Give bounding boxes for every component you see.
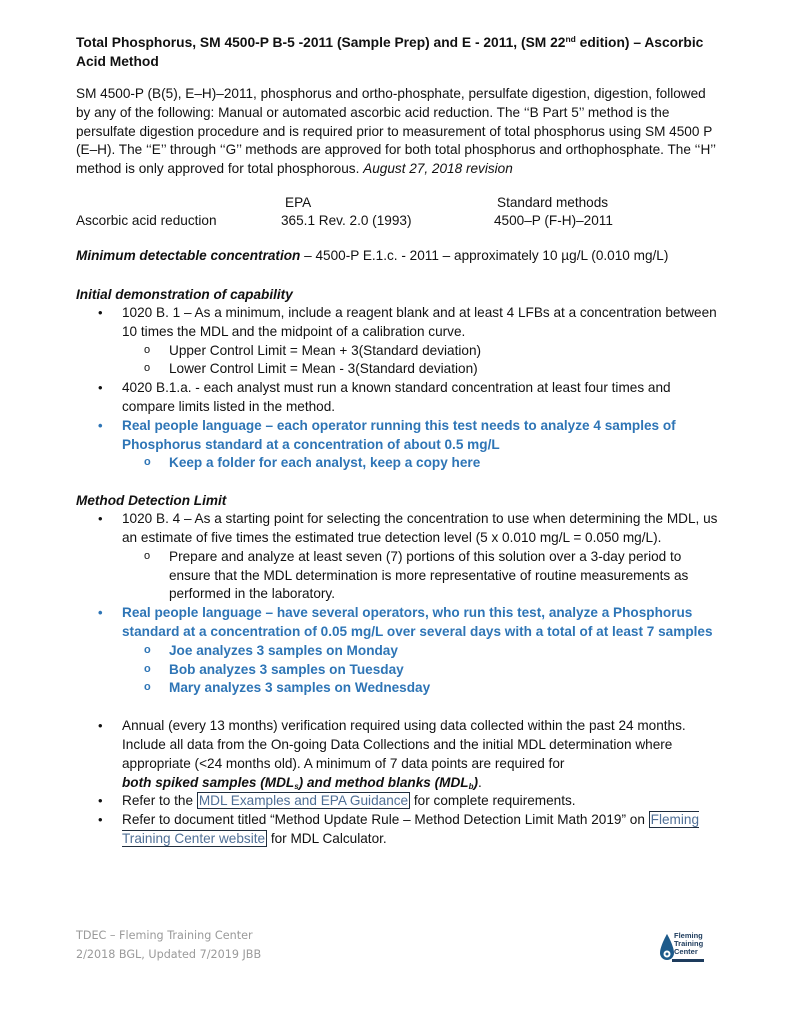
header-epa: EPA [285, 194, 312, 210]
row-epa-value: 365.1 Rev. 2.0 (1993) [281, 212, 412, 228]
fleming-logo: Fleming Training Center [660, 932, 708, 966]
list-item-highlight: • Real people language – each operator running this test needs to analyze 4 samples of Phosphorus standard at a concentration of about 0.5 mg/L o Keep a folder for each analyst, keep a copy here [76, 417, 721, 473]
list-item-highlight: o Keep a folder for each analyst, keep a copy here [76, 454, 721, 473]
document-page [76, 33, 721, 849]
page-footer [76, 926, 261, 964]
water-drop-icon [660, 934, 674, 962]
idc-heading: Initial demonstration of capability [76, 286, 293, 302]
row-sm-value: 4500–P (F-H)–2011 [494, 212, 613, 228]
document-title: Total Phosphorus, SM 4500-P B-5 -2011 (Sample Prep) and E - 2011, (SM 22nd edition) – Ascorbic Acid Method [76, 34, 704, 69]
mdl-list [76, 510, 721, 698]
list-item-highlight: o Joe analyzes 3 samples on Monday [76, 642, 721, 661]
list-item: • 4020 B.1.a. - each analyst must run a known standard concentration at least four times and compare limits listed in the method. [76, 379, 721, 417]
revision-date: August 27, 2018 revision [363, 161, 513, 177]
list-item: o Prepare and analyze at least seven (7) portions of this solution over a 3-day period to ensure that the MDL determination is more representative of routine measurements as performed in the laboratory. [76, 548, 721, 604]
minimum-detectable-concentration: Minimum detectable concentration – 4500-P E.1.c. - 2011 – approximately 10 µg/L (0.010 mg/L) [76, 247, 669, 263]
list-item: • Annual (every 13 months) verification required using data collected within the past 24 months. Include all data from the On-going Data Collections and the initial MDL determination where appropriate (<24 months old). A minimum of 7 data points are required for both spiked samples $(MDL_s)$ and method blanks $(MDL_b)$. [76, 717, 721, 792]
footer-line-2: 2/2018 BGL, Updated 7/2019 JBB [76, 948, 262, 961]
row-label: Ascorbic acid reduction [76, 212, 217, 228]
footer-line-1: TDEC – Fleming Training Center [76, 929, 253, 942]
list-item-highlight: o Mary analyzes 3 samples on Wednesday [76, 679, 721, 698]
list-item-highlight: o Bob analyzes 3 samples on Tuesday [76, 661, 721, 680]
list-item: o Upper Control Limit = Mean + 3(Standard deviation) [76, 342, 721, 361]
idc-list [76, 304, 721, 473]
methods-table [76, 194, 721, 234]
list-item: o Lower Control Limit = Mean - 3(Standard deviation) [76, 360, 721, 379]
mdl-examples-link[interactable]: MDL Examples and EPA Guidance [198, 793, 409, 809]
list-item: • Refer to document titled “Method Update Rule – Method Detection Limit Math 2019” on Fleming Training Center website for MDL Calculator. [76, 811, 721, 849]
header-standard-methods: Standard methods [497, 194, 609, 210]
mdl-heading: Method Detection Limit [76, 493, 227, 509]
list-item: • 1020 B. 1 – As a minimum, include a reagent blank and at least 4 LFBs at a concentration between 10 times the MDL and the midpoint of a calibration curve. o Upper Control Limit = Mean + 3(Standard deviation) o Lower Control Limit = Mean - 3(Standard deviation) [76, 304, 721, 379]
fleming-website-link[interactable]: Fleming Training Center website [122, 812, 700, 846]
mdl-list-continued [76, 717, 721, 849]
intro-paragraph: SM 4500-P (B(5), E–H)–2011, phosphorus and ortho-phosphate, persulfate digestion, digestion, followed by any of the following: Manual or automated ascorbic acid reduction. The ‘‘B Part 5’’ method is the persulfate digestion procedure and is required prior to measurement of total phosphorus using SM 4500 P (E–H). The ‘‘E’’ through ‘‘G’’ methods are approved for both total phosphorus and orthophosphate. The ‘‘H’’ method is only approved for total phosphorous. August 27, 2018 revision [76, 86, 716, 177]
list-item-highlight: • Real people language – have several operators, who run this test, analyze a Phosphorus standard at a concentration of 0.05 mg/L over several days with a total of at least 7 samples o Joe analyzes 3 samples on Monday o Bob analyzes 3 samples on Tuesday o Mary analyzes 3 samples on Wednesday [76, 604, 721, 698]
list-item: • Refer to the MDL Examples and EPA Guidance for complete requirements. [76, 792, 721, 811]
list-item: • 1020 B. 4 – As a starting point for selecting the concentration to use when determining the MDL, us an estimate of five times the estimated true detection level (5 x 0.010 mg/L = 0.050 mg/L). o Prepare and analyze at least seven (7) portions of this solution over a 3-day period to ensure that the MDL determination is more representative of routine measurements as performed in the laboratory. [76, 510, 721, 604]
